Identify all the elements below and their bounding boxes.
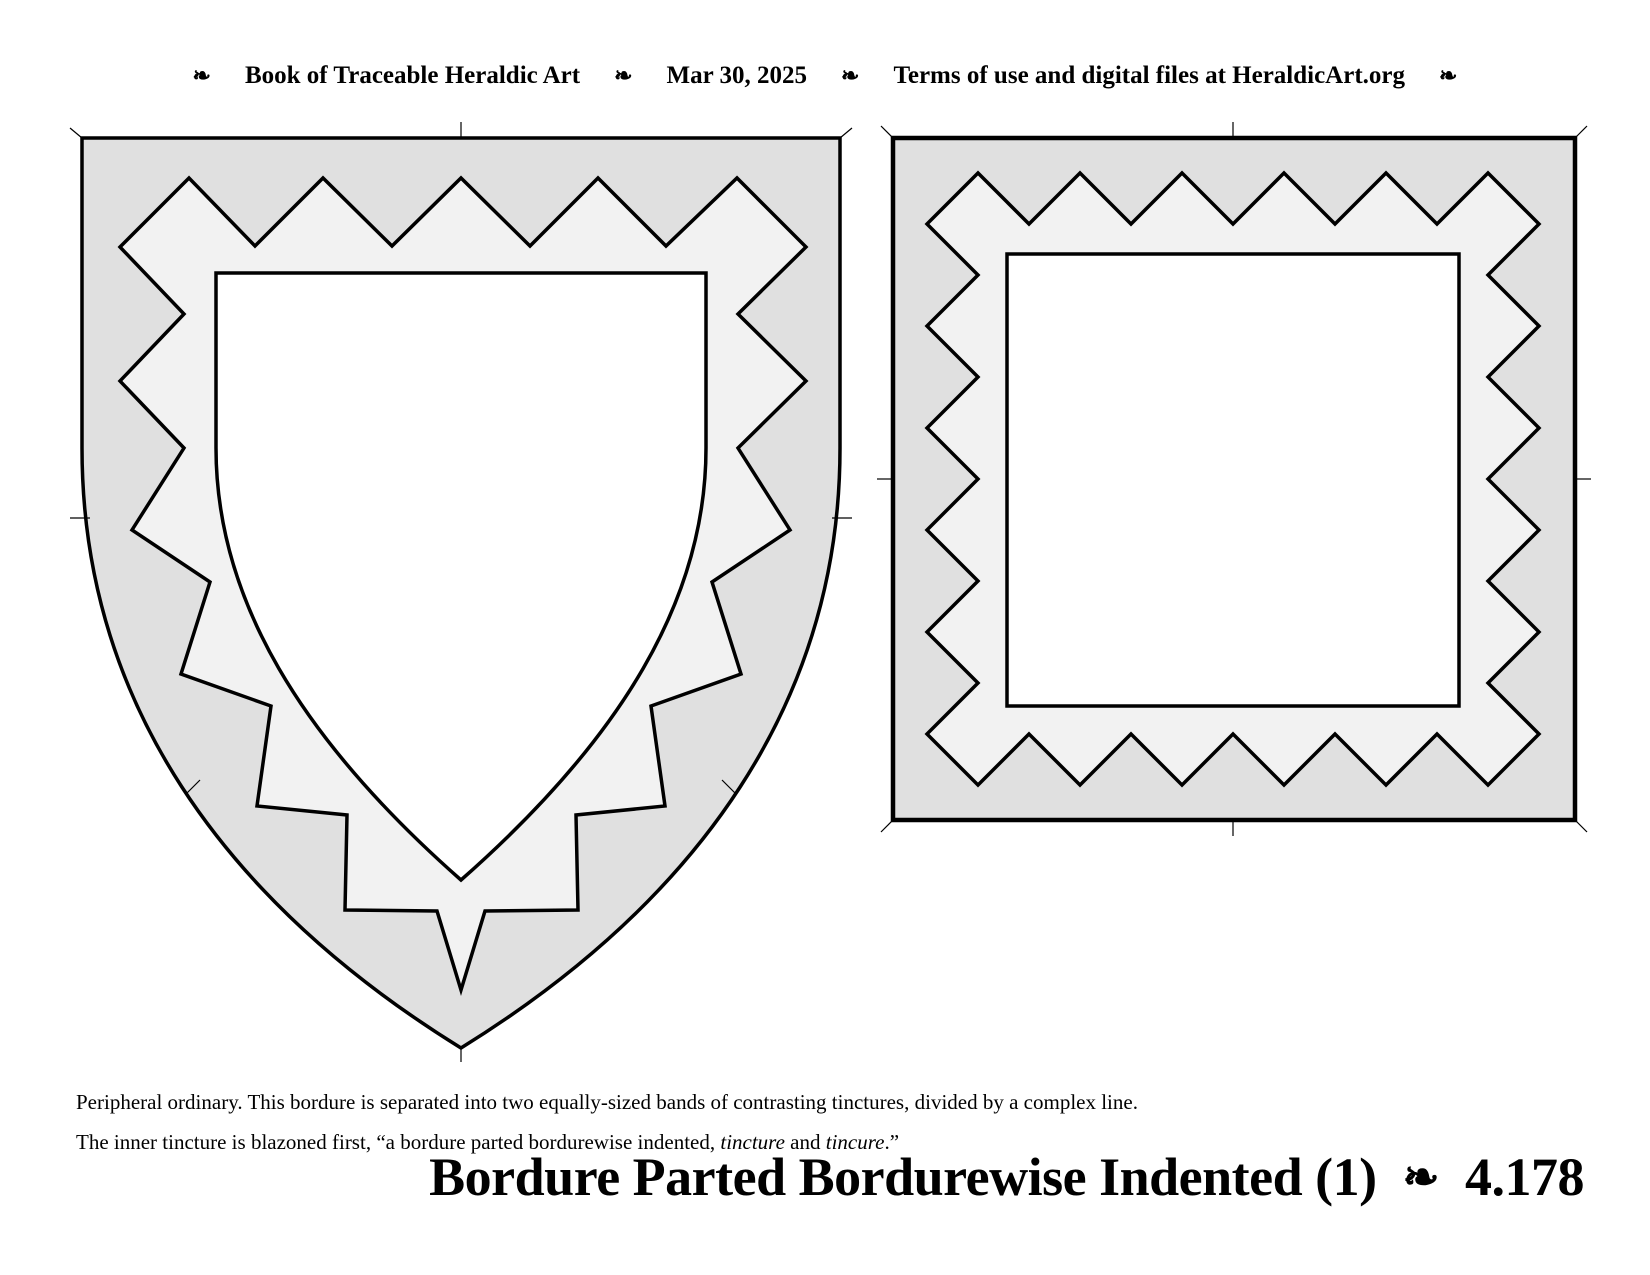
fleuron-icon: ❧ bbox=[614, 63, 633, 88]
page-date: Mar 30, 2025 bbox=[666, 62, 808, 89]
heater-shield bbox=[82, 138, 840, 1048]
plate-number: 4.178 bbox=[1465, 1147, 1584, 1207]
fleuron-icon: ❧ bbox=[1439, 63, 1458, 88]
fleuron-icon: ❧ bbox=[192, 63, 211, 88]
description-text: .” bbox=[884, 1130, 900, 1154]
terms-of-use: Terms of use and digital files at HeraldicArt.org bbox=[893, 62, 1406, 89]
description-tincture-2: tincure bbox=[825, 1130, 885, 1154]
description-text: The inner tincture is blazoned first, “a bordure parted bordurewise indented, bbox=[76, 1130, 721, 1154]
fleuron-icon: ❧ bbox=[841, 63, 860, 88]
plate-title bbox=[429, 1142, 1584, 1212]
plate-name: Bordure Parted Bordurewise Indented (1) bbox=[429, 1147, 1377, 1207]
banner-field bbox=[1007, 254, 1459, 706]
book-title: Book of Traceable Heraldic Art bbox=[244, 62, 581, 89]
square-banner bbox=[893, 138, 1575, 820]
description-text: and bbox=[784, 1130, 826, 1154]
description-line-1: Peripheral ordinary. This bordure is separated into two equally-sized bands of contrasting tinctures, divided by a complex line. bbox=[76, 1090, 1138, 1114]
fleuron-icon: ❧ bbox=[1402, 1152, 1439, 1202]
description-tincture-1: tincture bbox=[720, 1130, 785, 1154]
